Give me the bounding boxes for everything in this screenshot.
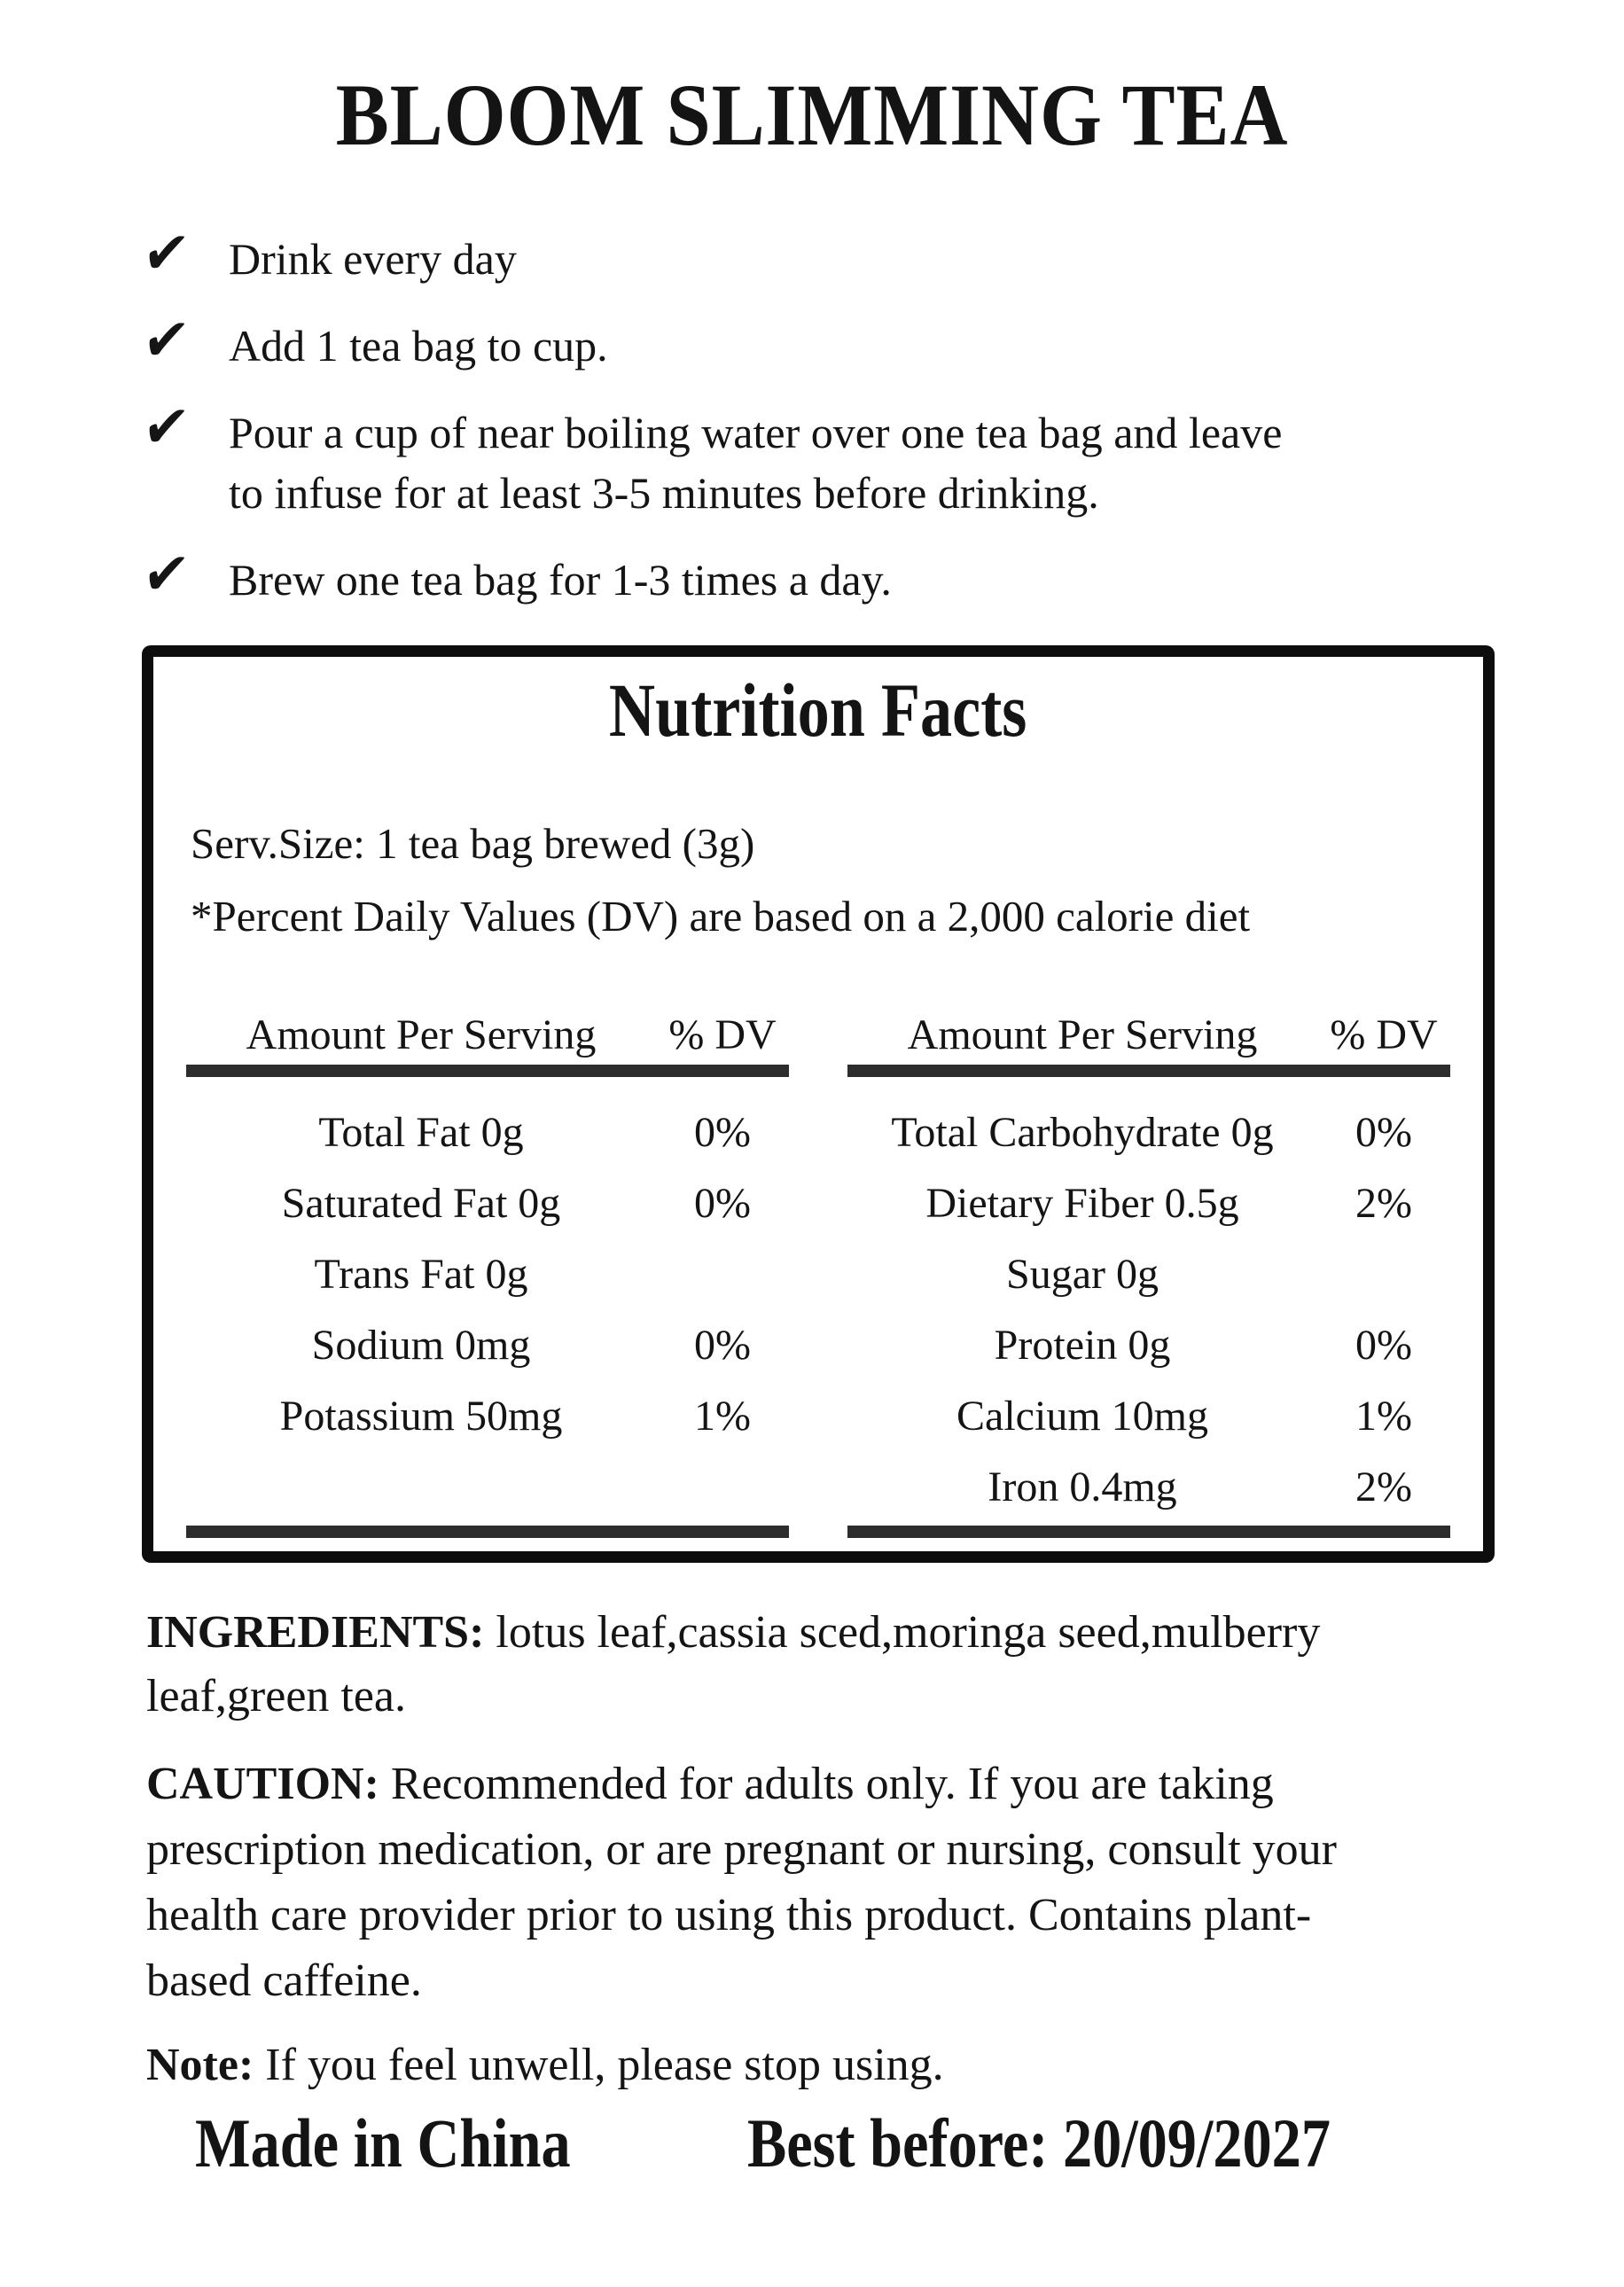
instructions-list xyxy=(89,219,1580,636)
footer xyxy=(0,2104,1624,2188)
nutrient-name: Protein 0g xyxy=(994,1321,1171,1369)
instruction-text: Brew one tea bag for 1-3 times a day. xyxy=(229,555,892,605)
nutrient-row xyxy=(847,1167,1450,1238)
nutrition-facts-box xyxy=(142,645,1495,1563)
table-top-rule xyxy=(186,1065,789,1077)
nutrient-row xyxy=(847,1238,1450,1309)
nutrient-row xyxy=(186,1167,789,1238)
caution-text: Recommended for adults only. If you are taking prescription medication, or are pregnant or nursing, consult your health care provider prior to using this product. Contains plant- based caffeine. xyxy=(146,1759,1337,2006)
nutrient-name: Sodium 0mg xyxy=(311,1321,531,1369)
nutrient-row xyxy=(186,1380,789,1451)
nutrient-name: Sugar 0g xyxy=(1006,1250,1159,1298)
caution-label: CAUTION: xyxy=(146,1759,379,1809)
note-paragraph xyxy=(146,2033,1624,2097)
checkmark-icon: ✔ xyxy=(138,393,193,462)
instruction-text: Pour a cup of near boiling water over one tea bag and leave to infuse for at least 3-5 minutes before drinking. xyxy=(229,408,1283,518)
made-in-text: Made in China xyxy=(195,2104,571,2182)
nutrient-row xyxy=(186,1309,789,1380)
best-before-text: Best before: 20/09/2027 xyxy=(747,2104,1331,2182)
nutrient-row xyxy=(847,1451,1450,1522)
nutrient-name: Total Fat 0g xyxy=(318,1108,524,1156)
table-top-rule xyxy=(847,1065,1450,1077)
nutrient-row xyxy=(186,1238,789,1309)
nutrient-name: Calcium 10mg xyxy=(956,1392,1208,1440)
percent-dv-header: % DV xyxy=(1330,1011,1438,1058)
nutrient-name: Saturated Fat 0g xyxy=(281,1179,561,1227)
nutrient-dv-value: 0% xyxy=(694,1179,751,1227)
nutrient-dv-value: 0% xyxy=(1355,1108,1412,1156)
nutrition-facts-heading-text: Nutrition Facts xyxy=(609,667,1027,753)
nutrient-row xyxy=(847,1097,1450,1167)
table-bottom-rule xyxy=(847,1526,1450,1538)
instruction-item xyxy=(89,306,1580,376)
column-header-row xyxy=(847,1008,1450,1061)
checkmark-icon: ✔ xyxy=(138,219,193,288)
nutrient-row xyxy=(847,1309,1450,1380)
daily-value-note: *Percent Daily Values (DV) are based on a 2,000 calorie diet xyxy=(191,892,1251,941)
nutrition-column-left xyxy=(186,1008,789,1538)
nutrient-name: Dietary Fiber 0.5g xyxy=(925,1179,1239,1227)
amount-per-serving-header: Amount Per Serving xyxy=(907,1011,1258,1058)
note-text: If you feel unwell, please stop using. xyxy=(265,2040,944,2090)
ingredients-text: lotus leaf,cassia sced,moringa seed,mulberry leaf,green tea. xyxy=(146,1607,1321,1721)
nutrient-dv-value: 2% xyxy=(1355,1179,1412,1227)
nutrient-row xyxy=(847,1380,1450,1451)
nutrition-facts-heading xyxy=(153,667,1483,767)
nutrient-dv-value: 0% xyxy=(694,1321,751,1369)
serving-size-line: Serv.Size: 1 tea bag brewed (3g) xyxy=(191,819,755,868)
nutrient-rows-right xyxy=(847,1077,1450,1522)
nutrient-row xyxy=(186,1097,789,1167)
checkmark-icon: ✔ xyxy=(138,540,193,609)
checkmark-icon: ✔ xyxy=(138,306,193,375)
product-title-text: BLOOM SLIMMING TEA xyxy=(335,66,1289,164)
caution-paragraph xyxy=(146,1752,1624,2014)
nutrition-column-right xyxy=(847,1008,1450,1538)
percent-dv-header: % DV xyxy=(668,1011,777,1058)
ingredients-paragraph xyxy=(146,1601,1624,1729)
note-label: Note: xyxy=(146,2040,254,2090)
instruction-text: Drink every day xyxy=(229,234,517,284)
ingredients-label: INGREDIENTS: xyxy=(146,1607,485,1658)
column-header-row xyxy=(186,1008,789,1061)
nutrient-dv-value: 1% xyxy=(694,1392,751,1440)
nutrient-name: Trans Fat 0g xyxy=(314,1250,528,1298)
nutrient-name: Potassium 50mg xyxy=(279,1392,563,1440)
nutrient-rows-left xyxy=(186,1077,789,1522)
nutrient-dv-value: 1% xyxy=(1355,1392,1412,1440)
page-title xyxy=(0,66,1624,164)
info-paragraphs xyxy=(146,1601,1624,2097)
nutrient-name: Total Carbohydrate 0g xyxy=(891,1108,1274,1156)
instruction-item xyxy=(89,219,1580,289)
amount-per-serving-header: Amount Per Serving xyxy=(246,1011,597,1058)
nutrient-name: Iron 0.4mg xyxy=(988,1463,1177,1510)
nutrition-table xyxy=(186,1008,1450,1538)
table-bottom-rule xyxy=(186,1526,789,1538)
nutrient-dv-value: 0% xyxy=(694,1108,751,1156)
nutrient-dv-value: 0% xyxy=(1355,1321,1412,1369)
instruction-item xyxy=(89,393,1580,523)
instruction-item xyxy=(89,540,1580,610)
nutrient-dv-value: 2% xyxy=(1355,1463,1412,1510)
instruction-text: Add 1 tea bag to cup. xyxy=(229,321,608,371)
